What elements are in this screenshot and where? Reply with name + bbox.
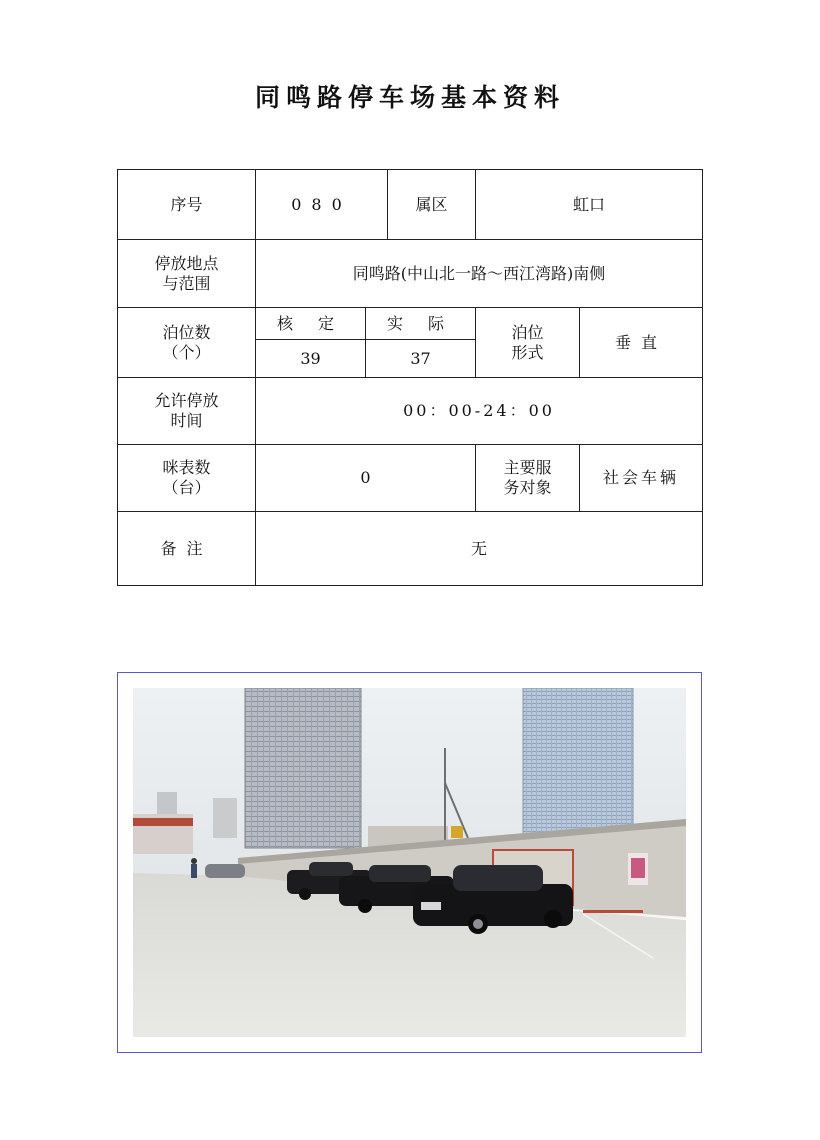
- hours-value: 00：00-24：00: [256, 378, 703, 445]
- hours-label-line2: 时间: [170, 411, 203, 430]
- actual-label: 实 际: [366, 308, 476, 340]
- approved-value: 39: [256, 340, 366, 378]
- service-label: [476, 445, 580, 512]
- service-value: 社会车辆: [580, 445, 703, 512]
- photo-frame: [117, 672, 702, 1053]
- district-label: 属区: [388, 170, 476, 240]
- form-label-line2: 形式: [511, 342, 544, 362]
- hours-label-line1: 允许停放: [154, 391, 219, 410]
- parking-lot-photo: [133, 688, 686, 1037]
- parking-info-table: [117, 169, 703, 586]
- meters-label-line1: 咪表数: [162, 458, 211, 477]
- service-label-line2: 务对象: [503, 478, 552, 497]
- seq-label: 序号: [118, 170, 256, 240]
- location-label-line1: 停放地点: [154, 253, 219, 273]
- remark-label: 备注: [118, 512, 256, 586]
- parking-lot-scene: [133, 688, 686, 1037]
- form-value: 垂直: [580, 308, 703, 378]
- spaces-label: [118, 308, 256, 378]
- location-label-line2: 与范围: [162, 273, 211, 293]
- form-label: [476, 308, 580, 378]
- seq-value: 080: [256, 170, 388, 240]
- page-title: 同鸣路停车场基本资料: [254, 83, 565, 112]
- approved-label: 核 定: [256, 308, 366, 340]
- remark-value: 无: [256, 512, 703, 586]
- district-value: 虹口: [476, 170, 703, 240]
- spaces-label-line1: 泊位数: [162, 322, 211, 342]
- location-label: [118, 240, 256, 308]
- location-value: 同鸣路(中山北一路～西江湾路)南侧: [256, 240, 703, 308]
- actual-value: 37: [366, 340, 476, 378]
- form-label-line1: 泊位: [511, 322, 544, 342]
- service-label-line1: 主要服: [503, 458, 552, 477]
- spaces-label-line2: （个）: [162, 342, 211, 362]
- meters-label-line2: （台）: [162, 478, 211, 497]
- meters-value: 0: [256, 445, 476, 512]
- meters-label: [118, 445, 256, 512]
- hours-label: [118, 378, 256, 445]
